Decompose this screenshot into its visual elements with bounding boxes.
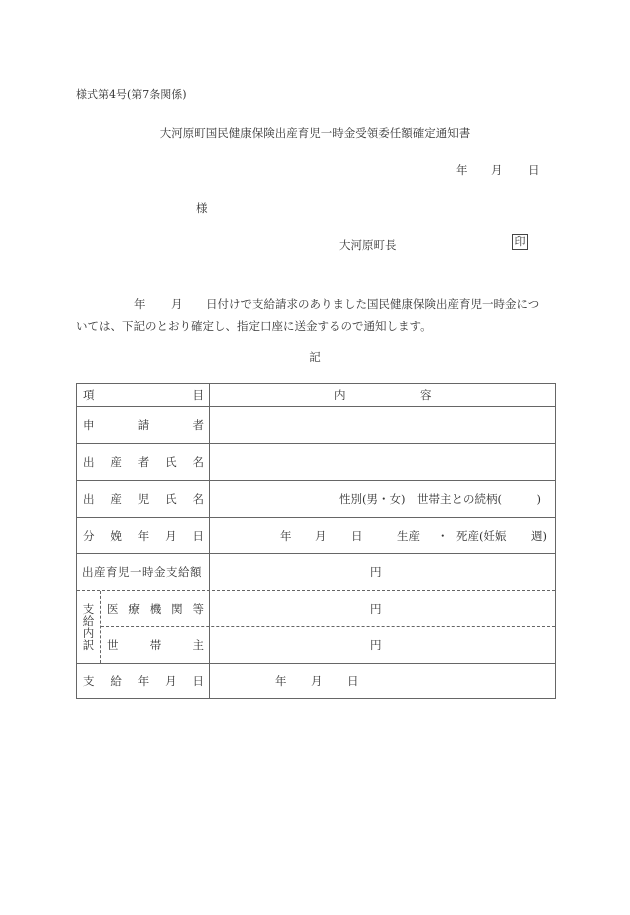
delivery-month: 月 <box>315 528 327 543</box>
label-char: 出 <box>83 455 95 469</box>
label-char: 年 <box>137 528 150 543</box>
medical-institution-amount-field[interactable] <box>210 591 555 626</box>
delivery-year: 年 <box>280 528 292 543</box>
form-number: 様式第4号(第7条関係) <box>76 88 187 101</box>
label-char: 関 <box>171 601 183 616</box>
label-char: 医 <box>107 601 119 616</box>
label-char: 児 <box>137 492 150 506</box>
pregnancy-weeks-suffix: 週) <box>531 528 547 543</box>
row-label-applicant <box>77 407 210 443</box>
date-year: 年 <box>456 163 468 177</box>
mother-name-value-field[interactable] <box>210 444 555 480</box>
live-birth-option: 生産 <box>397 528 420 543</box>
date-day: 日 <box>528 163 540 177</box>
payment-amount-value-field[interactable] <box>210 554 555 590</box>
label-char: 日 <box>192 674 204 688</box>
label-char: 名 <box>192 455 204 469</box>
payment-breakdown-group-label <box>77 591 100 663</box>
header-item <box>77 384 210 406</box>
row-label-delivery-date <box>77 518 210 553</box>
label-char: 給 <box>110 674 122 688</box>
yen-unit: 円 <box>370 565 382 579</box>
child-name-value-field[interactable] <box>210 481 555 517</box>
label-text: 出産育児一時金支給額 <box>82 565 202 579</box>
label-char: 産 <box>110 455 122 469</box>
label-char: 娩 <box>110 528 122 543</box>
label-char: 給 <box>82 614 95 628</box>
seal-mark: 印 <box>512 234 528 250</box>
child-sex-relationship-text: 性別(男・女) 世帯主との続柄( ) <box>339 492 541 506</box>
issue-date <box>456 162 540 178</box>
payment-month: 月 <box>311 674 323 688</box>
label-char: 者 <box>137 455 150 469</box>
header-content <box>210 384 555 406</box>
label-char: 出 <box>83 492 95 506</box>
delivery-day: 日 <box>351 528 363 543</box>
payment-year: 年 <box>275 674 287 688</box>
ki-heading: 記 <box>309 350 321 364</box>
stillbirth-option: 死産(妊娠 <box>456 528 507 543</box>
header-content-char: 内 <box>334 388 346 402</box>
option-separator: ・ <box>437 528 449 543</box>
details-table <box>76 383 556 699</box>
label-char: 支 <box>82 602 95 616</box>
notice-body <box>76 293 539 337</box>
payment-date-value-field[interactable] <box>210 664 555 698</box>
label-char: 氏 <box>165 455 177 469</box>
applicant-value-field[interactable] <box>210 407 555 443</box>
row-label-medical-institution <box>101 591 210 626</box>
delivery-date-value-field[interactable] <box>210 518 555 553</box>
body-line-1 <box>76 293 539 315</box>
label-char: 帯 <box>149 638 162 652</box>
label-char: 日 <box>192 528 204 543</box>
label-char: 年 <box>137 674 150 688</box>
row-label-mother-name <box>77 444 210 480</box>
label-char: 者 <box>192 418 204 432</box>
body-line-1-text: 日付けで支給請求のありました国民健康保険出産育児一時金につ <box>206 297 540 311</box>
row-label-household-head <box>101 627 210 663</box>
date-month: 月 <box>491 163 503 177</box>
label-char: 名 <box>192 492 204 506</box>
label-char: 療 <box>128 601 140 616</box>
payment-day: 日 <box>347 674 359 688</box>
body-year: 年 <box>134 297 146 311</box>
label-char: 内 <box>82 626 95 640</box>
label-char: 請 <box>137 418 150 432</box>
label-char: 月 <box>165 528 177 543</box>
label-char: 主 <box>192 638 204 652</box>
label-char: 機 <box>149 601 162 616</box>
label-char: 訳 <box>82 638 95 652</box>
label-char: 支 <box>83 674 95 688</box>
body-line-2: いては、下記のとおり確定し、指定口座に送金するので通知します。 <box>76 319 432 333</box>
household-head-amount-field[interactable] <box>210 627 555 663</box>
label-char: 分 <box>83 528 95 543</box>
label-char: 産 <box>110 492 122 506</box>
row-label-payment-amount <box>77 554 210 590</box>
row-label-child-name <box>77 481 210 517</box>
label-char: 月 <box>165 674 177 688</box>
label-char: 世 <box>107 638 119 652</box>
label-char: 等 <box>192 601 204 616</box>
row-label-payment-date <box>77 664 210 698</box>
yen-unit: 円 <box>370 638 382 652</box>
header-content-char: 容 <box>420 388 432 402</box>
label-char: 申 <box>83 418 95 432</box>
header-item-char: 項 <box>83 388 95 402</box>
header-item-char: 目 <box>192 388 204 402</box>
document-title: 大河原町国民健康保険出産育児一時金受領委任額確定通知書 <box>159 126 471 140</box>
yen-unit: 円 <box>370 601 382 616</box>
body-month: 月 <box>171 297 183 311</box>
label-char: 氏 <box>165 492 177 506</box>
issuer-name: 大河原町長 <box>339 238 397 252</box>
addressee-suffix: 様 <box>196 201 208 215</box>
